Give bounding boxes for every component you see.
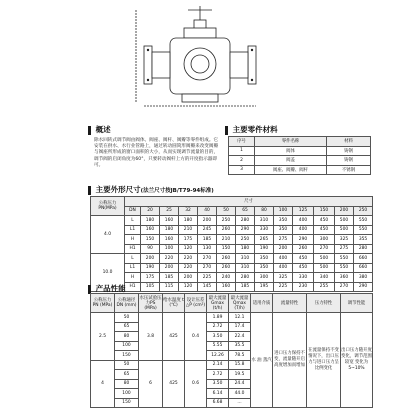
performance-header-cell: 流量特性 — [273, 294, 307, 313]
pn-cell: 4.0 — [91, 216, 125, 254]
gmax-cell: 3.50 — [207, 379, 229, 389]
dn-cell: 150 — [115, 398, 139, 408]
dn-cell: 50 — [217, 206, 236, 216]
qmax-cell: 17.4 — [229, 322, 251, 332]
table-cell: 160 — [160, 235, 179, 245]
materials-table — [228, 136, 371, 175]
qmax-cell: 24.4 — [229, 379, 251, 389]
table-cell: 3 — [229, 165, 255, 175]
qmax-cell: ... — [229, 398, 251, 408]
table-cell: 270 — [314, 244, 335, 254]
regulation-cell: 出口压力随开度变化，调节范围较宽 变化为5~10% — [341, 313, 373, 408]
dn-cell: 20 — [141, 206, 160, 216]
table-cell: 550 — [335, 254, 354, 264]
table-cell: 380 — [354, 273, 373, 283]
dimensions-heading — [88, 184, 214, 195]
dn-cell: 125 — [293, 206, 314, 216]
table-cell: 245 — [198, 225, 217, 235]
performance-table — [90, 293, 373, 408]
table-cell: 310 — [236, 254, 255, 264]
table-cell: 200 — [179, 273, 198, 283]
ps-cell: 6 — [139, 360, 163, 408]
qmax-cell: 19.5 — [229, 370, 251, 380]
dimensions-subtitle: (法兰尺寸按JB/T79-94标准) — [140, 188, 214, 194]
dn-cell: 65 — [115, 370, 139, 380]
table-cell: 660 — [354, 263, 373, 273]
table-cell: 550 — [335, 263, 354, 273]
table-cell: 270 — [198, 254, 217, 264]
performance-header-cell: 最大流量 Qmax (T/h) — [229, 294, 251, 313]
overview-text: 除水回转式调节阀由阀体、阀座、阀杆、阀瓣等零件组成。它安装在供水、水行业管路上，通过转动圆筒形阀瓣来改变阀瓣与阀座所形成的窗口面积的大小，从而实现调节流量的目的，调节阀的启闭角度为60°，只要转动阀杆上方的开度指示器即可。 — [94, 138, 219, 168]
table-cell: H1 — [125, 282, 141, 292]
table-cell: 200 — [160, 263, 179, 273]
table-cell: 190 — [141, 263, 160, 273]
qmax-cell: 44.0 — [229, 389, 251, 399]
table-cell: 330 — [255, 225, 274, 235]
gmax-cell: 6.68 — [207, 398, 229, 408]
medium-cell: 水 油 蒸汽 — [251, 313, 273, 408]
table-cell: 325 — [274, 273, 293, 283]
table-cell: 220 — [179, 254, 198, 264]
pn-cell: 2.5 — [91, 313, 115, 361]
gmax-cell: 6.14 — [207, 389, 229, 399]
table-cell: 210 — [217, 235, 236, 245]
table-cell: 350 — [255, 263, 274, 273]
section-bullet-icon — [88, 186, 91, 195]
dn-cell: 32 — [179, 206, 198, 216]
table-cell: L1 — [125, 263, 141, 273]
valve-drawing-icon — [130, 0, 270, 112]
gmax-cell: 3.50 — [207, 332, 229, 342]
dn-cell: 80 — [115, 332, 139, 342]
table-cell: 270 — [198, 263, 217, 273]
table-cell: 290 — [293, 235, 314, 245]
dn-cell: 50 — [115, 313, 139, 323]
temp-cell: 425 — [163, 360, 185, 408]
dn-cell: 250 — [354, 206, 373, 216]
table-row — [91, 263, 373, 273]
table-row — [91, 282, 373, 292]
table-row — [91, 244, 373, 254]
table-cell: H — [125, 273, 141, 283]
table-cell: 500 — [314, 254, 335, 264]
table-cell: 150 — [141, 235, 160, 245]
table-cell: 180 — [141, 216, 160, 226]
table-cell: 275 — [335, 244, 354, 254]
ps-cell: 3.8 — [139, 313, 163, 361]
temp-cell: 425 — [163, 313, 185, 361]
dn-cell: 80 — [115, 379, 139, 389]
table-cell: L — [125, 216, 141, 226]
table-cell: 230 — [293, 282, 314, 292]
table-cell: 225 — [198, 273, 217, 283]
table-cell: 450 — [293, 254, 314, 264]
table-cell: 阀座、阀瓣、阀杆 — [255, 165, 327, 175]
table-cell: 115 — [160, 282, 179, 292]
dn-cell: 25 — [160, 206, 179, 216]
table-cell: 90 — [141, 244, 160, 254]
performance-header-cell: 给水温度 t (℃) — [163, 294, 185, 313]
gmax-cell: 2.72 — [207, 322, 229, 332]
dn-cell: 65 — [115, 322, 139, 332]
table-cell: 330 — [293, 273, 314, 283]
table-cell: 310 — [255, 216, 274, 226]
table-cell: H1 — [125, 244, 141, 254]
table-cell: 1 — [229, 146, 255, 156]
table-cell: 200 — [274, 244, 293, 254]
table-row — [91, 254, 373, 264]
materials-header-row — [229, 137, 371, 147]
table-row — [91, 225, 373, 235]
table-cell: 325 — [335, 235, 354, 245]
table-row — [91, 235, 373, 245]
table-row — [229, 165, 371, 175]
overview-title: 概述 — [95, 125, 111, 134]
table-cell: 255 — [314, 282, 335, 292]
table-cell: 400 — [274, 263, 293, 273]
performance-header-cell: 压力特性 — [307, 294, 341, 313]
dn-cell: 100 — [274, 206, 293, 216]
table-cell: 150 — [217, 244, 236, 254]
dn-cell: 150 — [115, 351, 139, 361]
table-cell: 210 — [179, 225, 198, 235]
dn-cell: 65 — [236, 206, 255, 216]
dp-cell: 0.6 — [185, 360, 207, 408]
unit-header-cell: 尺寸 — [125, 197, 373, 207]
materials-heading — [225, 124, 278, 135]
dn-row — [91, 206, 373, 216]
dn-cell: DN — [125, 206, 141, 216]
table-cell: 260 — [293, 244, 314, 254]
dp-cell: 0.4 — [185, 313, 207, 361]
section-bullet-icon — [225, 126, 228, 135]
table-cell: 180 — [160, 225, 179, 235]
table-cell: H — [125, 235, 141, 245]
dn-cell: 200 — [335, 206, 354, 216]
table-cell: 250 — [217, 216, 236, 226]
table-cell: 175 — [179, 235, 198, 245]
table-cell: 350 — [255, 254, 274, 264]
table-cell: 500 — [314, 263, 335, 273]
performance-header-cell: 设计压差 △P (cm²) — [185, 294, 207, 313]
table-cell: 350 — [274, 216, 293, 226]
table-cell: 180 — [179, 216, 198, 226]
table-cell: 310 — [236, 263, 255, 273]
table-cell: 400 — [293, 216, 314, 226]
performance-header-cell: 水压试验压力PS (MPa) — [139, 295, 162, 311]
table-row — [91, 273, 373, 283]
section-bullet-icon — [88, 126, 91, 135]
table-cell: 160 — [141, 225, 160, 235]
table-cell: 120 — [179, 244, 198, 254]
table-cell: 280 — [236, 216, 255, 226]
performance-header-cell: 调节性能 — [341, 294, 373, 313]
qmax-cell: 12.1 — [229, 313, 251, 323]
table-cell: 200 — [198, 216, 217, 226]
table-cell: 275 — [274, 235, 293, 245]
table-cell: 450 — [314, 216, 335, 226]
qmax-cell: 15.8 — [229, 360, 251, 370]
gmax-cell: 1.89 — [207, 313, 229, 323]
table-cell: 240 — [217, 273, 236, 283]
table-cell: 340 — [314, 273, 335, 283]
table-cell: 100 — [160, 244, 179, 254]
dimensions-title: 主要外形尺寸 — [95, 185, 141, 194]
qmax-cell: 78.5 — [229, 351, 251, 361]
table-cell: 265 — [255, 235, 274, 245]
dimensions-header-row — [91, 197, 373, 207]
table-cell: 220 — [160, 254, 179, 264]
table-cell: 2 — [229, 156, 255, 166]
performance-title: 产品性能 — [95, 284, 126, 293]
table-cell: 290 — [236, 225, 255, 235]
dn-cell: 80 — [255, 206, 274, 216]
performance-header-cell: 公称通径 DN (mm) — [115, 294, 139, 313]
table-cell: 300 — [314, 235, 335, 245]
table-cell: 360 — [335, 273, 354, 283]
dn-cell: 40 — [198, 206, 217, 216]
table-cell: 550 — [354, 216, 373, 226]
table-cell: 400 — [274, 254, 293, 264]
performance-header-cell: 公称压力 PN (MPa) — [91, 294, 115, 313]
table-cell: 225 — [274, 282, 293, 292]
overview-heading — [88, 124, 111, 135]
table-cell: 阀体 — [255, 146, 327, 156]
table-cell: 450 — [314, 225, 335, 235]
table-cell: 195 — [255, 282, 274, 292]
pressure-char-cell: 在流量保持不变情况下，出口压力与进口压力呈比例变化 — [307, 313, 341, 408]
table-cell: L — [125, 254, 141, 264]
table-cell: 500 — [335, 225, 354, 235]
performance-header-cell: 适用介质 — [251, 294, 273, 313]
dn-cell: 50 — [115, 360, 139, 370]
table-cell: 185 — [198, 235, 217, 245]
table-cell: 550 — [354, 225, 373, 235]
dn-cell: 150 — [314, 206, 335, 216]
table-row — [91, 216, 373, 226]
table-cell: 200 — [141, 254, 160, 264]
table-cell: 160 — [160, 216, 179, 226]
table-cell: 400 — [293, 225, 314, 235]
table-cell: 铸钢 — [327, 146, 371, 156]
table-cell: 660 — [354, 254, 373, 264]
performance-header-row — [91, 294, 373, 313]
materials-title: 主要零件材料 — [232, 125, 278, 134]
dn-cell: 100 — [115, 341, 139, 351]
table-cell: 180 — [236, 244, 255, 254]
qmax-cell: 35.5 — [229, 341, 251, 351]
pn-cell: 10.0 — [91, 254, 125, 292]
table-cell: 450 — [293, 263, 314, 273]
table-row — [229, 156, 371, 166]
table-cell: 250 — [236, 235, 255, 245]
gmax-cell: 2.14 — [207, 360, 229, 370]
dimensions-table — [90, 196, 373, 292]
table-cell: 185 — [160, 273, 179, 283]
table-cell: 130 — [198, 244, 217, 254]
table-cell: 350 — [274, 225, 293, 235]
table-cell: 280 — [236, 273, 255, 283]
gmax-cell: 2.72 — [207, 370, 229, 380]
table-cell: 500 — [335, 216, 354, 226]
table-cell: 120 — [179, 282, 198, 292]
table-cell: 290 — [354, 282, 373, 292]
table-cell: 不锈钢 — [327, 165, 371, 175]
table-cell: 260 — [217, 263, 236, 273]
table-cell: 280 — [354, 244, 373, 254]
table-cell: 355 — [354, 235, 373, 245]
table-cell: 175 — [141, 273, 160, 283]
table-cell: 铸钢 — [327, 156, 371, 166]
performance-header-cell: 最大流量 Gmax (t/h) — [207, 294, 229, 313]
table-cell: 145 — [198, 282, 217, 292]
dn-cell: 100 — [115, 389, 139, 399]
table-cell: 220 — [179, 263, 198, 273]
table-cell: 300 — [255, 273, 274, 283]
gmax-cell: 5.55 — [207, 341, 229, 351]
materials-header-cell: 零件名称 — [255, 137, 327, 147]
table-row — [229, 146, 371, 156]
table-cell: 260 — [217, 254, 236, 264]
pn-header-cell: 公称压力 PN(MPa) — [91, 197, 125, 216]
table-cell: 260 — [217, 225, 236, 235]
pn-cell: 4 — [91, 360, 115, 408]
table-cell: 270 — [335, 282, 354, 292]
qmax-cell: 22.4 — [229, 332, 251, 342]
flow-char-cell: 进口压力保持不变，流量随开启高度增加而增加 — [273, 313, 307, 408]
table-cell: 105 — [141, 282, 160, 292]
gmax-cell: 12.26 — [207, 351, 229, 361]
table-cell: 160 — [217, 282, 236, 292]
table-cell: L1 — [125, 225, 141, 235]
table-cell: 阀盖 — [255, 156, 327, 166]
table-cell: 190 — [255, 244, 274, 254]
table-row — [91, 313, 373, 323]
materials-header-cell: 材料 — [327, 137, 371, 147]
materials-header-cell: 序号 — [229, 137, 255, 147]
table-cell: 185 — [236, 282, 255, 292]
